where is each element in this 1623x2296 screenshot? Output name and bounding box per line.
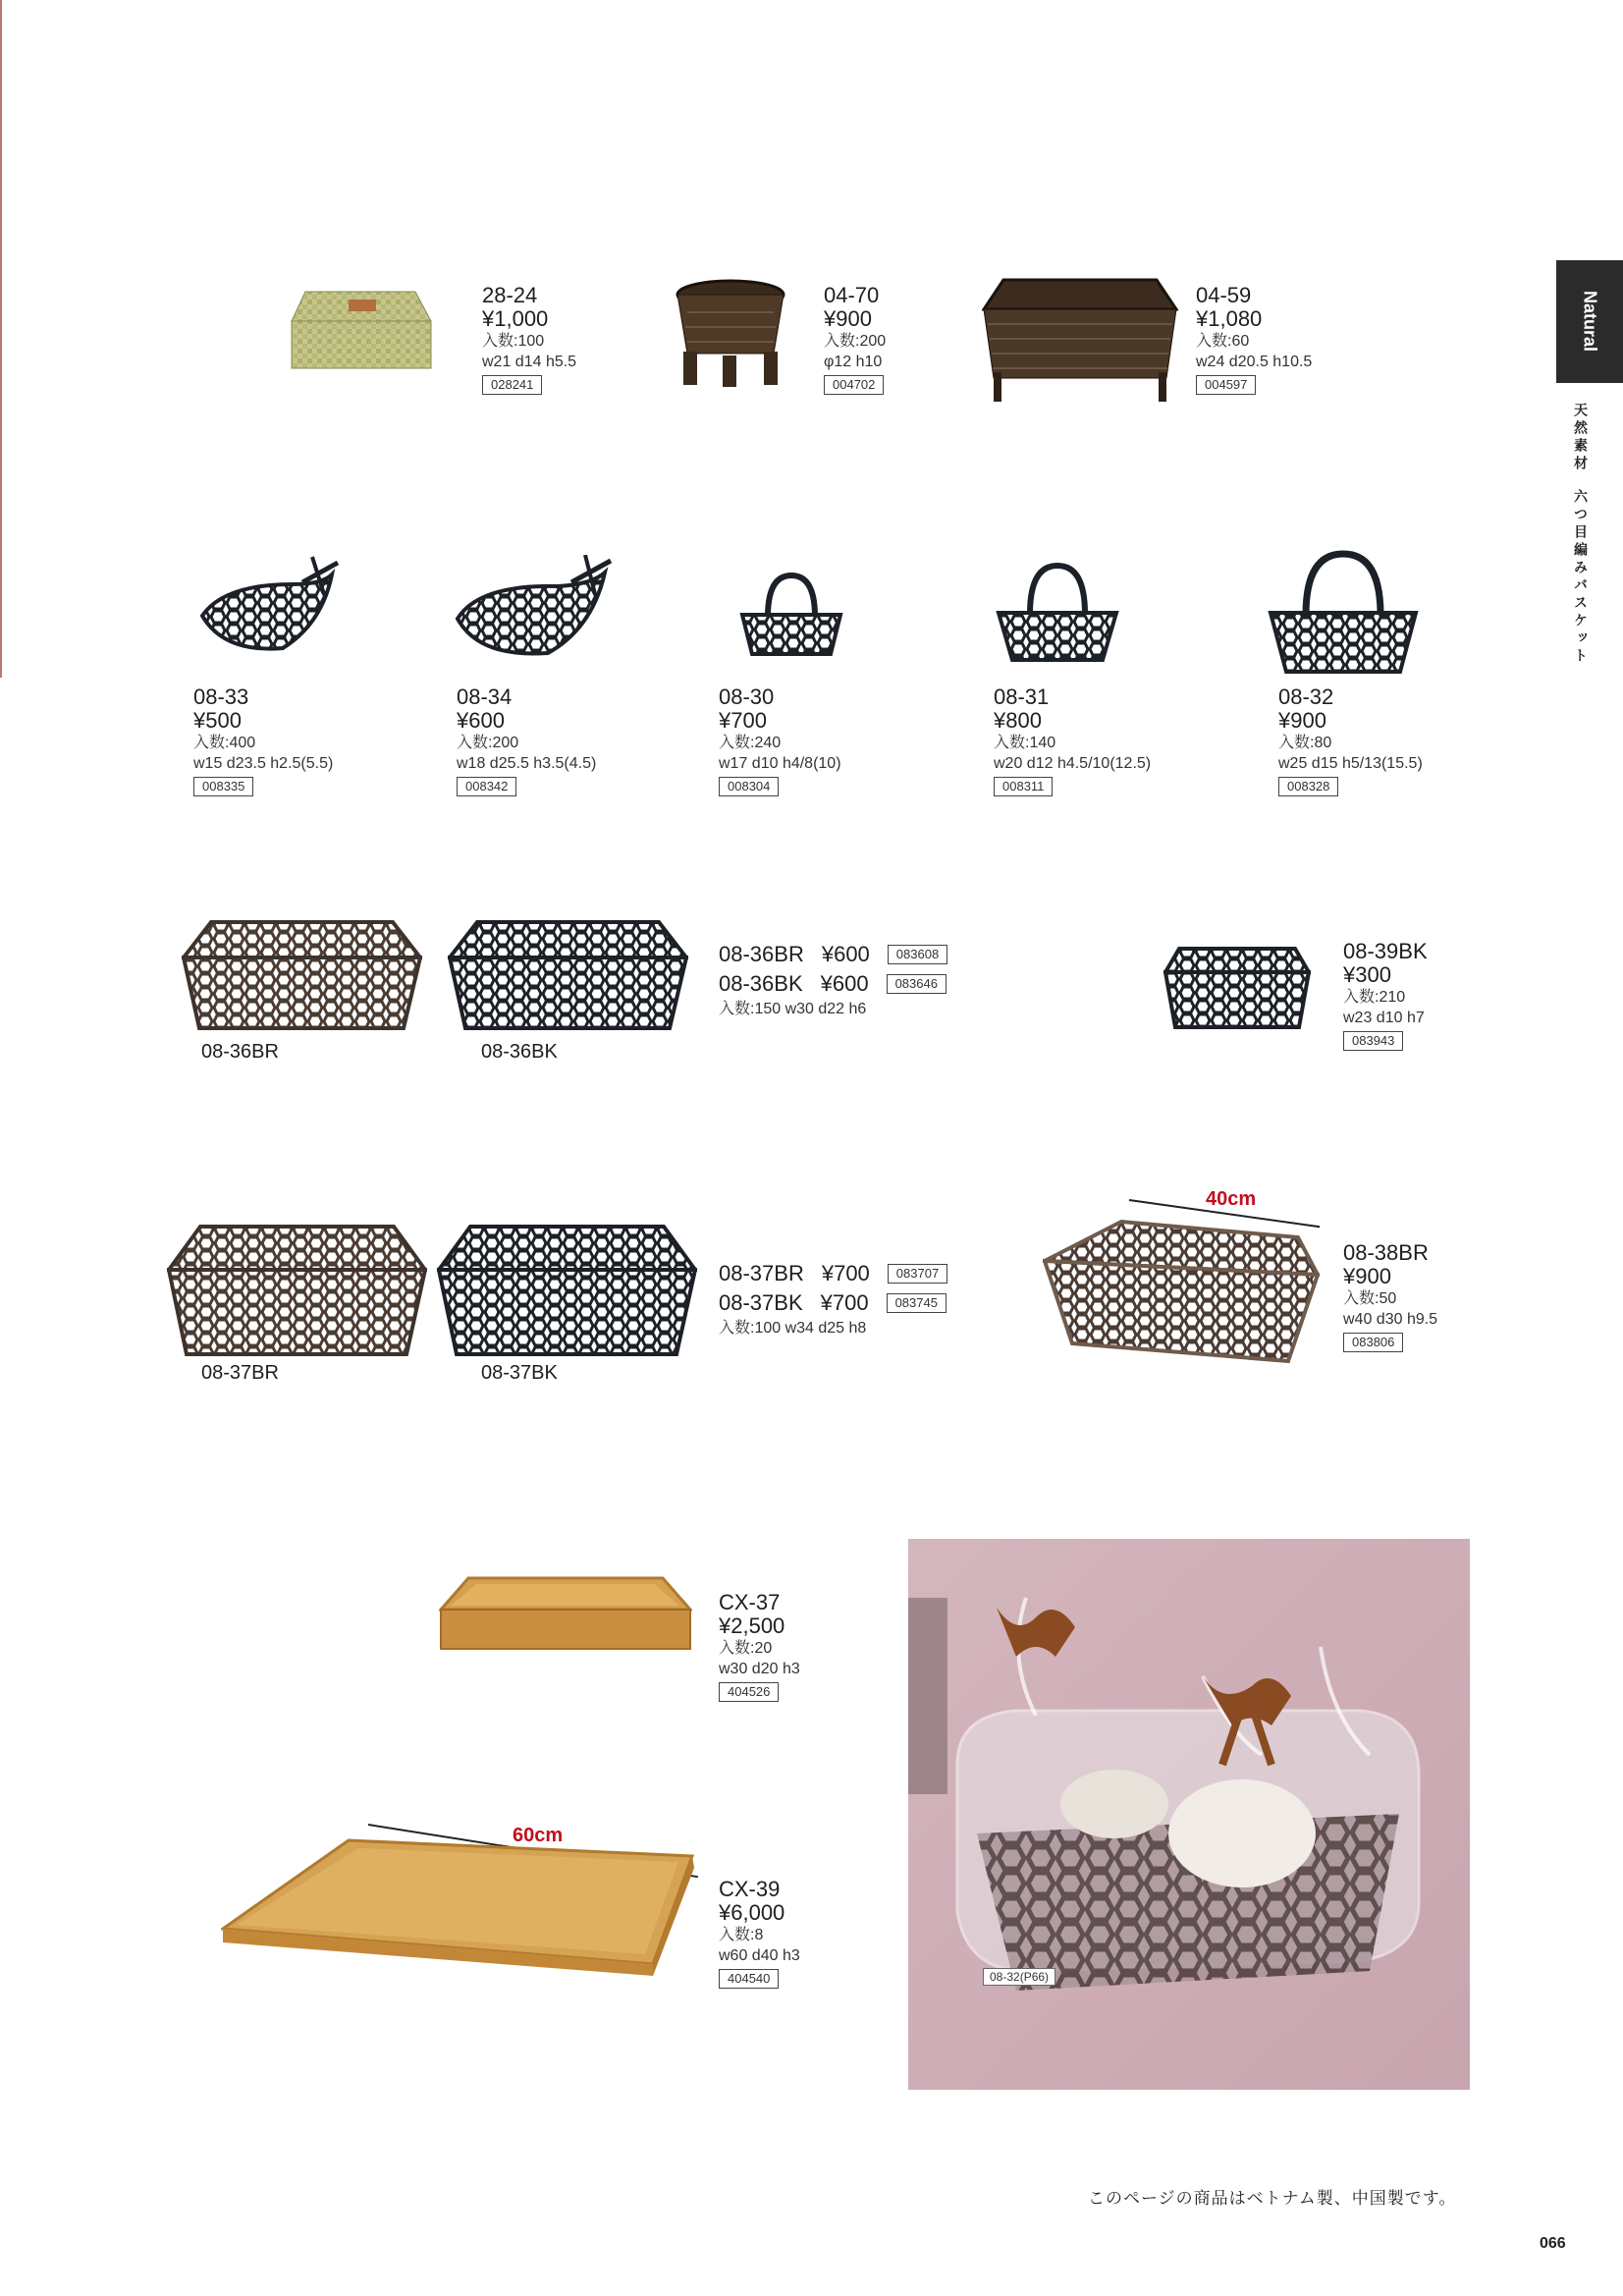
- variant-row: [719, 969, 947, 999]
- product-code: 08-37BK: [719, 1290, 803, 1315]
- product-image-08-38BR: [1043, 1218, 1320, 1367]
- product-sku: 404526: [719, 1682, 779, 1702]
- product-sku: 004702: [824, 375, 884, 395]
- product-image-08-36BR: [182, 918, 422, 1034]
- product-qty: 入数:20: [719, 1640, 773, 1657]
- product-price: ¥1,080: [1196, 306, 1263, 331]
- product-image-08-39BK: [1163, 945, 1311, 1033]
- product-price: ¥700: [821, 1261, 870, 1285]
- product-size: w25 d15 h5/13(15.5): [1278, 755, 1423, 772]
- product-code: 08-32: [1278, 684, 1334, 709]
- product-code: 28-24: [482, 283, 538, 307]
- variant-row: [719, 940, 947, 969]
- product-size: w17 d10 h4/8(10): [719, 755, 841, 772]
- product-price: ¥6,000: [719, 1900, 785, 1925]
- product-qty: 入数:400: [193, 735, 256, 751]
- product-08-32: [1278, 685, 1423, 796]
- product-size: w24 d20.5 h10.5: [1196, 354, 1313, 370]
- product-qty: 入数:200: [457, 735, 519, 751]
- product-code: CX-37: [719, 1590, 781, 1614]
- product-CX-37: [719, 1591, 800, 1702]
- product-image-08-33: [194, 555, 342, 663]
- product-size: φ12 h10: [824, 354, 883, 370]
- product-sku: 404540: [719, 1969, 779, 1989]
- product-qty: 入数:8: [719, 1927, 764, 1943]
- product-image-28-24: [288, 280, 433, 378]
- product-size: w40 d30 h9.5: [1343, 1311, 1438, 1328]
- product-price: ¥1,000: [482, 306, 549, 331]
- product-size: w21 d14 h5.5: [482, 354, 577, 370]
- subcategory-label: 六つ目編みバスケット: [1573, 489, 1589, 666]
- product-price: ¥600: [821, 942, 870, 966]
- product-code: 08-37BR: [719, 1261, 804, 1285]
- image-label-08-37BK: 08-37BK: [481, 1362, 558, 1384]
- product-code: 08-30: [719, 684, 775, 709]
- product-image-08-32: [1267, 548, 1420, 678]
- product-code: CX-39: [719, 1877, 781, 1901]
- product-sku: 083608: [888, 945, 947, 964]
- product-price: ¥900: [824, 306, 872, 331]
- product-price: ¥900: [1343, 1264, 1391, 1288]
- product-code: 08-34: [457, 684, 513, 709]
- footer-note: このページの商品はベトナム製、中国製です。: [1088, 2189, 1457, 2208]
- product-sku: 083806: [1343, 1333, 1403, 1352]
- product-qty: 入数:210: [1343, 989, 1406, 1006]
- product-sku: 008304: [719, 777, 779, 796]
- product-price: ¥900: [1278, 708, 1326, 733]
- dimension-label-60cm: 60cm: [513, 1825, 564, 1846]
- product-price: ¥500: [193, 708, 242, 733]
- product-08-34: [457, 685, 596, 796]
- product-price: ¥700: [820, 1290, 869, 1315]
- product-image-08-37BR: [167, 1223, 427, 1360]
- product-sku: 008311: [994, 777, 1053, 796]
- category-label: 天然素材: [1573, 403, 1589, 473]
- left-edge-rule: [0, 0, 2, 678]
- page-number: 066: [1540, 2235, 1566, 2252]
- product-code: 04-59: [1196, 283, 1252, 307]
- product-image-08-31: [995, 560, 1120, 666]
- image-label-08-36BR: 08-36BR: [201, 1041, 279, 1063]
- product-qty: 入数:80: [1278, 735, 1332, 751]
- product-image-08-36BK: [448, 918, 688, 1034]
- variant-row: [719, 1259, 947, 1288]
- product-04-70: [824, 284, 886, 395]
- product-08-31: [994, 685, 1151, 796]
- product-qty: 入数:200: [824, 333, 887, 350]
- product-sku: 083707: [888, 1264, 947, 1284]
- product-sku: 008328: [1278, 777, 1338, 796]
- product-size: w23 d10 h7: [1343, 1010, 1425, 1026]
- product-code: 08-31: [994, 684, 1050, 709]
- product-size: w15 d23.5 h2.5(5.5): [193, 755, 334, 772]
- section-tab-label: Natural: [1580, 291, 1600, 353]
- product-qty: 入数:100: [482, 333, 545, 350]
- product-sku: 028241: [482, 375, 542, 395]
- product-sku: 083745: [887, 1293, 947, 1313]
- product-price: ¥2,500: [719, 1613, 785, 1638]
- product-size: w20 d12 h4.5/10(12.5): [994, 755, 1152, 772]
- product-code: 08-38BR: [1343, 1240, 1429, 1265]
- product-image-08-30: [738, 568, 844, 661]
- product-meta: 入数:150 w30 d22 h6: [719, 1001, 867, 1017]
- photo-caption: 08-32(P66): [983, 1968, 1055, 1986]
- product-size: w60 d40 h3: [719, 1947, 800, 1964]
- product-image-04-59: [982, 270, 1178, 408]
- product-code: 08-39BK: [1343, 939, 1428, 963]
- product-28-24: [482, 284, 576, 395]
- product-qty: 入数:140: [994, 735, 1056, 751]
- product-04-59: [1196, 284, 1312, 395]
- dimension-label-40cm: 40cm: [1206, 1188, 1257, 1210]
- product-price: ¥600: [820, 971, 869, 996]
- product-code: 08-33: [193, 684, 249, 709]
- product-code: 08-36BK: [719, 971, 803, 996]
- image-label-08-36BK: 08-36BK: [481, 1041, 558, 1063]
- section-tab: [1556, 260, 1623, 383]
- product-qty: 入数:240: [719, 735, 782, 751]
- product-08-38BR: [1343, 1241, 1437, 1352]
- product-code: 04-70: [824, 283, 880, 307]
- product-sku: 083943: [1343, 1031, 1403, 1051]
- product-image-CX-37: [439, 1576, 692, 1655]
- product-size: w30 d20 h3: [719, 1661, 800, 1677]
- product-price: ¥600: [457, 708, 505, 733]
- product-sku: 008342: [457, 777, 516, 796]
- product-qty: 入数:60: [1196, 333, 1250, 350]
- product-image-04-70: [668, 273, 793, 391]
- product-08-39BK: [1343, 940, 1428, 1051]
- product-price: ¥700: [719, 708, 767, 733]
- product-qty: 入数:50: [1343, 1290, 1397, 1307]
- variant-row: [719, 1288, 947, 1318]
- product-08-30: [719, 685, 841, 796]
- product-price: ¥300: [1343, 962, 1391, 987]
- product-sku: 004597: [1196, 375, 1256, 395]
- product-size: w18 d25.5 h3.5(4.5): [457, 755, 597, 772]
- product-image-08-37BK: [437, 1223, 697, 1360]
- product-meta: 入数:100 w34 d25 h8: [719, 1320, 867, 1337]
- product-08-33: [193, 685, 333, 796]
- product-price: ¥800: [994, 708, 1042, 733]
- gift-basket-photo: [908, 1539, 1470, 2090]
- image-label-08-37BR: 08-37BR: [201, 1362, 279, 1384]
- product-sku: 008335: [193, 777, 253, 796]
- product-08-37: [719, 1259, 947, 1339]
- product-sku: 083646: [887, 974, 947, 994]
- product-code: 08-36BR: [719, 942, 804, 966]
- product-08-36: [719, 940, 947, 1019]
- product-image-08-34: [450, 555, 617, 668]
- product-image-CX-39: [221, 1838, 697, 1981]
- product-CX-39: [719, 1878, 800, 1989]
